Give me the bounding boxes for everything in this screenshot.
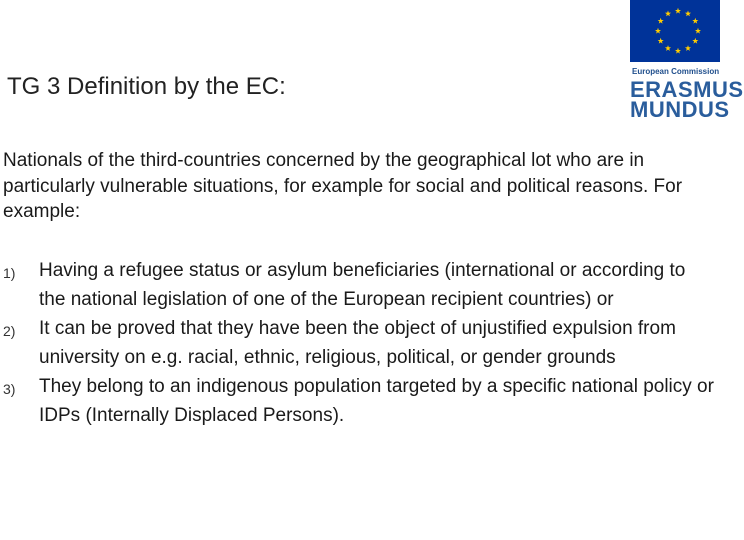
criteria-list	[0, 256, 715, 430]
list-item-number: 3)	[3, 381, 16, 397]
list-item-text: It can be proved that they have been the object of unjustified expulsion from university on e.g. racial, ethnic, religious, political, or gender grounds	[39, 318, 676, 368]
logo-org-name: European Commission	[632, 67, 720, 76]
intro-paragraph: Nationals of the third-countries concerned by the geographical lot who are in particularly vulnerable situations, for example for social and political reasons. For example:	[3, 150, 683, 222]
list-item	[0, 372, 715, 430]
eu-flag-icon	[630, 0, 720, 62]
slide-title: TG 3 Definition by the EC:	[7, 73, 286, 100]
list-item	[0, 256, 715, 314]
logo-word-erasmus: ERASMUS	[630, 77, 744, 102]
list-item	[0, 314, 715, 372]
list-item-number: 2)	[3, 323, 16, 339]
logo-word-mundus: MUNDUS	[630, 97, 730, 122]
list-item-text: Having a refugee status or asylum beneficiaries (international or according to the national legislation of one of the European recipient countries) or	[39, 260, 686, 310]
list-item-number: 1)	[3, 265, 16, 281]
list-item-text: They belong to an indigenous population targeted by a specific national policy or IDPs (Internally Displaced Persons).	[39, 376, 714, 426]
erasmus-mundus-logo	[630, 0, 744, 124]
